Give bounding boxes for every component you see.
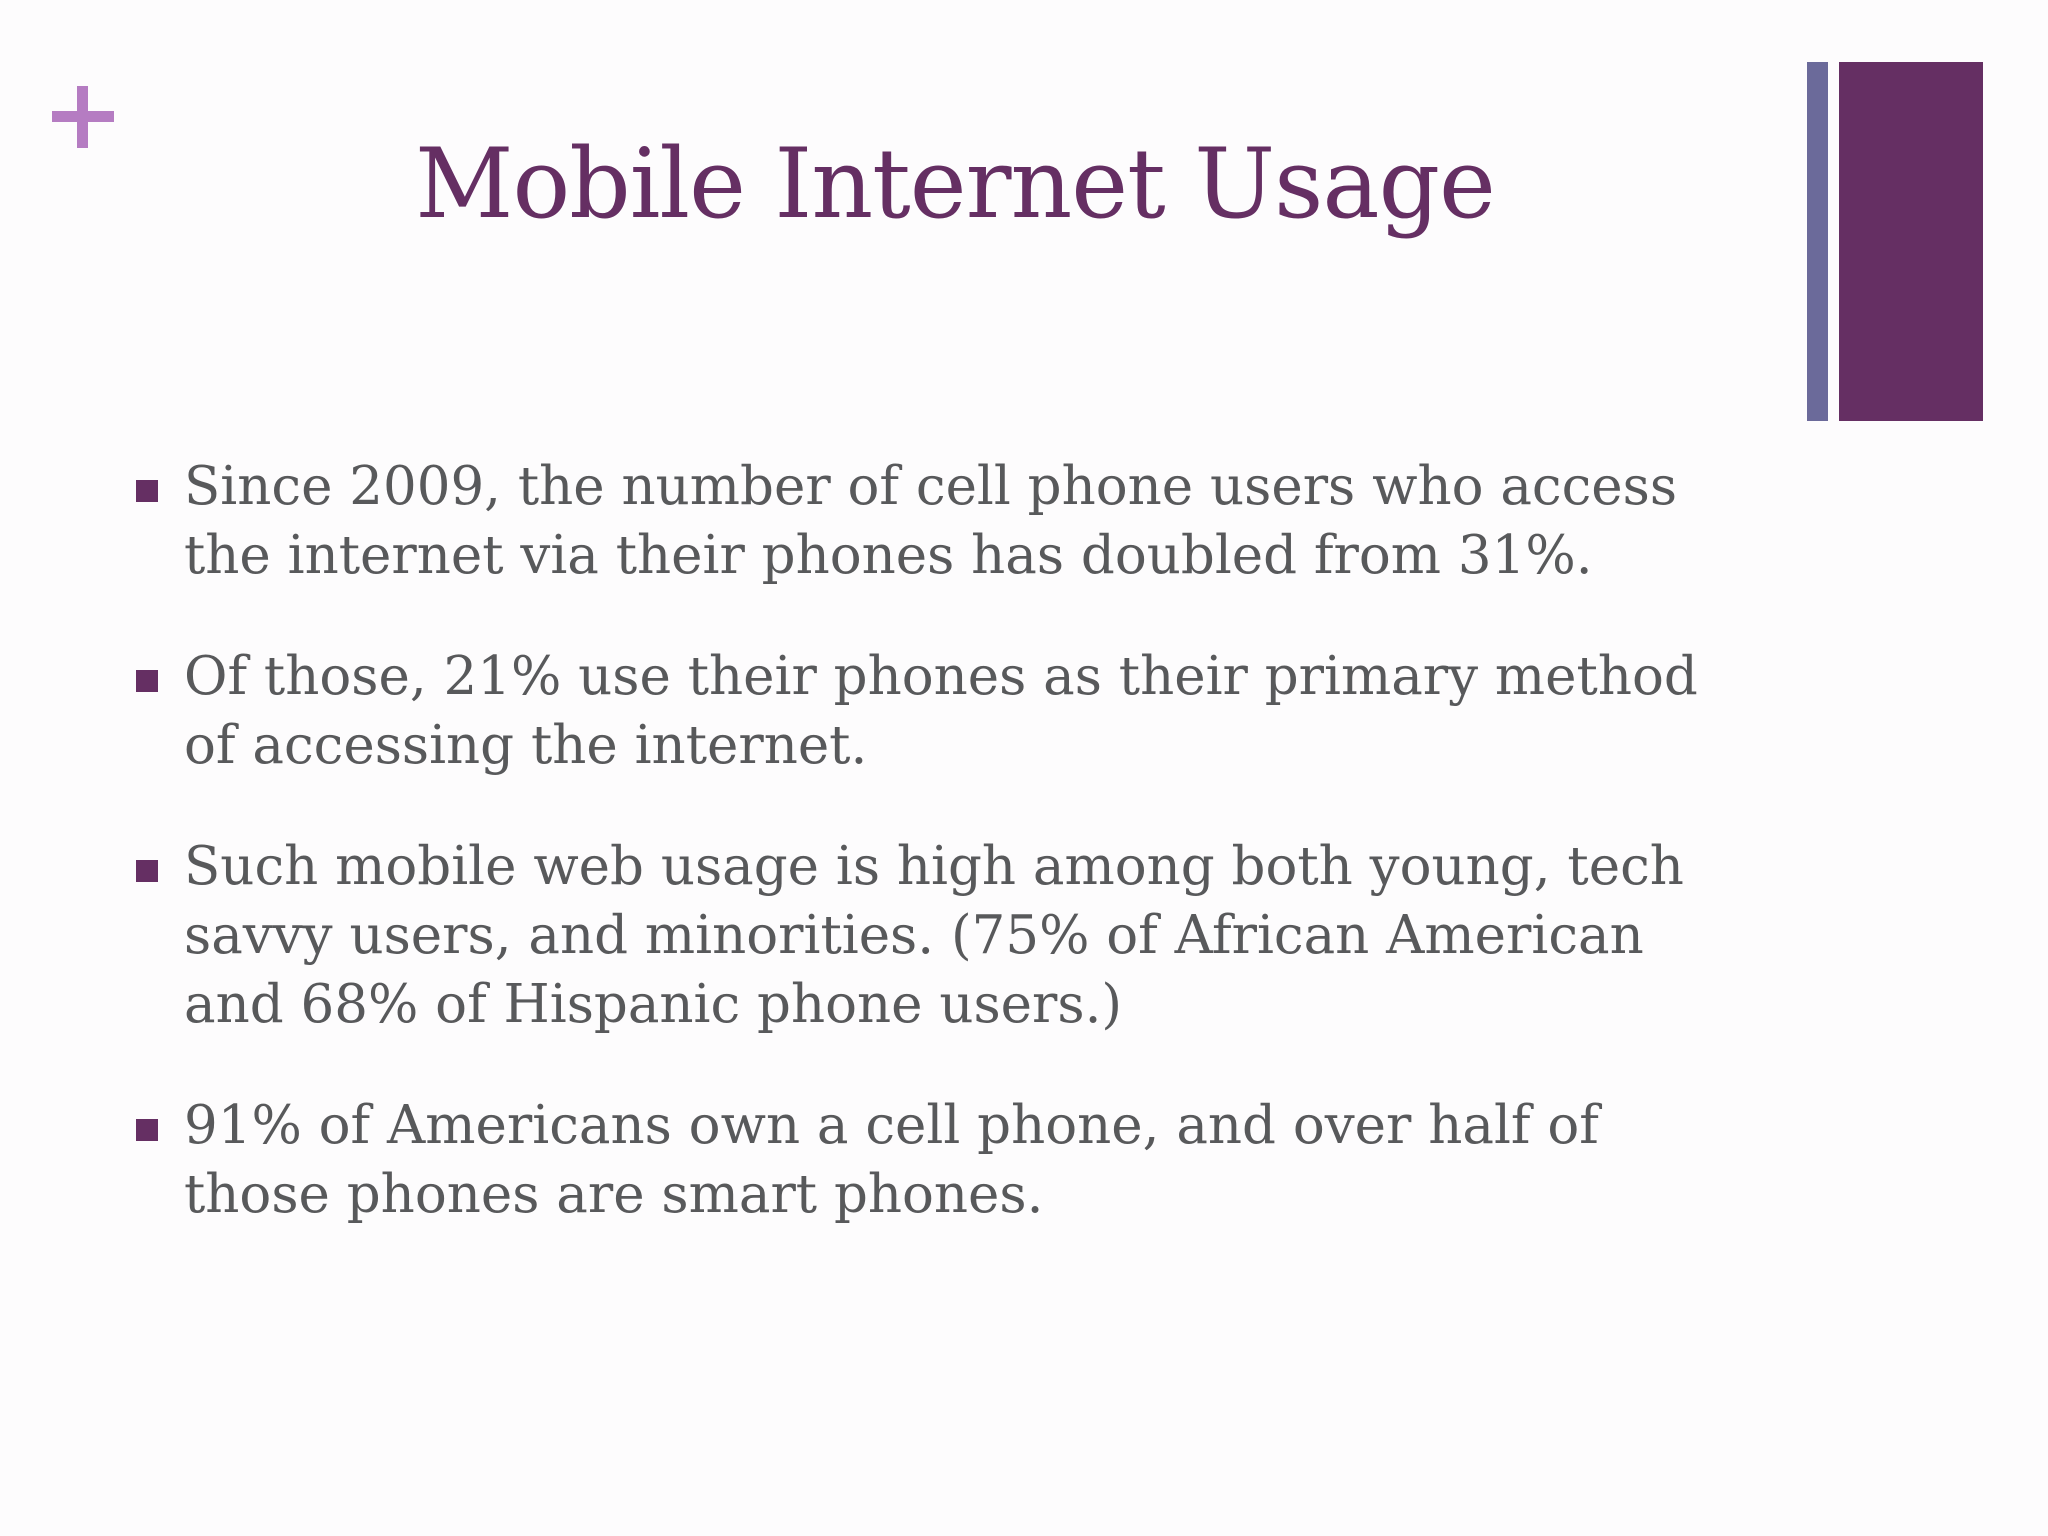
bullet-item [136, 452, 1736, 590]
bullet-text: 91% of Americans own a cell phone, and over half of those phones are smart phones. [184, 1095, 1599, 1225]
square-bullet-icon [136, 860, 158, 882]
bullet-text: Of those, 21% use their phones as their primary method of accessing the internet. [184, 646, 1698, 776]
square-bullet-icon [136, 670, 158, 692]
square-bullet-icon [136, 480, 158, 502]
bullet-item [136, 642, 1736, 780]
bullet-list [136, 452, 1736, 1281]
bullet-text: Such mobile web usage is high among both young, tech savvy users, and minorities. (75% of African American and 68% of Hispanic phone users.) [184, 836, 1684, 1035]
bullet-item [136, 1091, 1736, 1229]
bullet-text: Since 2009, the number of cell phone users who access the internet via their phones has doubled from 31%. [184, 456, 1678, 586]
slide-title: Mobile Internet Usage [415, 128, 1495, 240]
bullet-item [136, 832, 1736, 1039]
square-bullet-icon [136, 1119, 158, 1141]
